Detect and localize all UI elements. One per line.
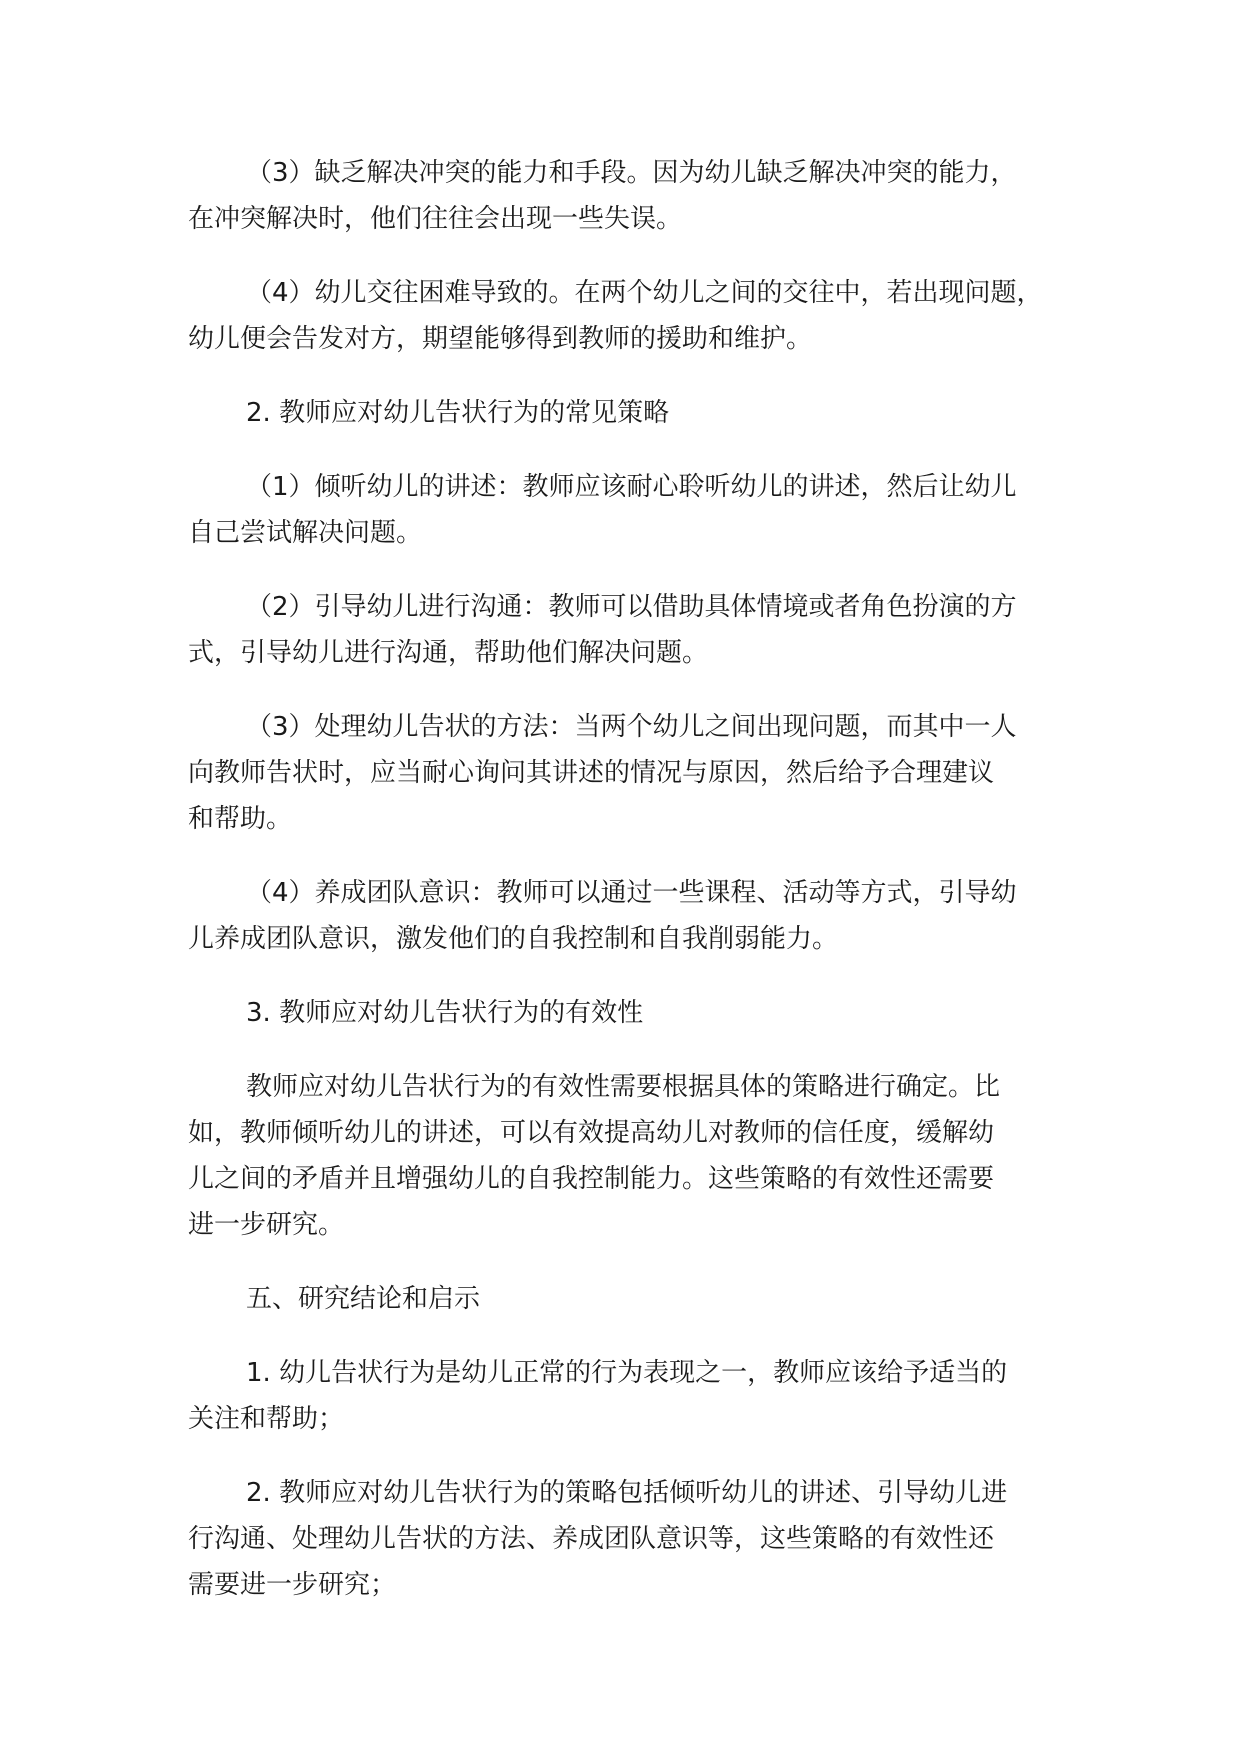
- text-line: （4）养成团队意识：教师可以通过一些课程、活动等方式，引导幼: [246, 878, 1017, 908]
- text-line: 1. 幼儿告状行为是幼儿正常的行为表现之一，教师应该给予适当的: [246, 1358, 1008, 1388]
- paragraph: [188, 1276, 1068, 1322]
- paragraph: [188, 584, 1068, 676]
- text-line: 和帮助。: [188, 804, 293, 834]
- text-line: 儿之间的矛盾并且增强幼儿的自我控制能力。这些策略的有效性还需要: [188, 1164, 995, 1194]
- text-line: 进一步研究。: [188, 1210, 345, 1240]
- text-line: 儿养成团队意识，激发他们的自我控制和自我削弱能力。: [188, 924, 839, 954]
- text-line: 需要进一步研究；: [188, 1570, 397, 1600]
- text-line: 五、研究结论和启示: [246, 1284, 481, 1314]
- document-body: [188, 150, 1068, 1636]
- paragraph: [188, 1064, 1068, 1248]
- paragraph: [188, 704, 1068, 842]
- paragraph: [188, 270, 1068, 362]
- text-line: 在冲突解决时，他们往往会出现一些失误。: [188, 204, 683, 234]
- text-line: （2）引导幼儿进行沟通：教师可以借助具体情境或者角色扮演的方: [246, 592, 1017, 622]
- text-line: （4）幼儿交往困难导致的。在两个幼儿之间的交往中，若出现问题，: [246, 278, 1043, 308]
- text-line: 关注和帮助；: [188, 1404, 345, 1434]
- paragraph: [188, 1350, 1068, 1442]
- text-line: 2. 教师应对幼儿告状行为的策略包括倾听幼儿的讲述、引导幼儿进: [246, 1478, 1008, 1508]
- text-line: 3. 教师应对幼儿告状行为的有效性: [246, 998, 644, 1028]
- paragraph: [188, 990, 1068, 1036]
- text-line: 幼儿便会告发对方，期望能够得到教师的援助和维护。: [188, 324, 813, 354]
- paragraph: [188, 870, 1068, 962]
- text-line: 教师应对幼儿告状行为的有效性需要根据具体的策略进行确定。比: [246, 1072, 1001, 1102]
- text-line: （3）缺乏解决冲突的能力和手段。因为幼儿缺乏解决冲突的能力，: [246, 158, 1017, 188]
- text-line: 式，引导幼儿进行沟通，帮助他们解决问题。: [188, 638, 709, 668]
- text-line: 如，教师倾听幼儿的讲述，可以有效提高幼儿对教师的信任度，缓解幼: [188, 1118, 995, 1148]
- text-line: 2. 教师应对幼儿告状行为的常见策略: [246, 398, 670, 428]
- text-line: 行沟通、处理幼儿告状的方法、养成团队意识等，这些策略的有效性还: [188, 1524, 995, 1554]
- paragraph: [188, 1470, 1068, 1608]
- text-line: （1）倾听幼儿的讲述：教师应该耐心聆听幼儿的讲述，然后让幼儿: [246, 472, 1017, 502]
- text-line: 向教师告状时，应当耐心询问其讲述的情况与原因，然后给予合理建议: [188, 758, 995, 788]
- text-line: （3）处理幼儿告状的方法：当两个幼儿之间出现问题，而其中一人: [246, 712, 1017, 742]
- paragraph: [188, 464, 1068, 556]
- paragraph: [188, 150, 1068, 242]
- paragraph: [188, 390, 1068, 436]
- text-line: 自己尝试解决问题。: [188, 518, 423, 548]
